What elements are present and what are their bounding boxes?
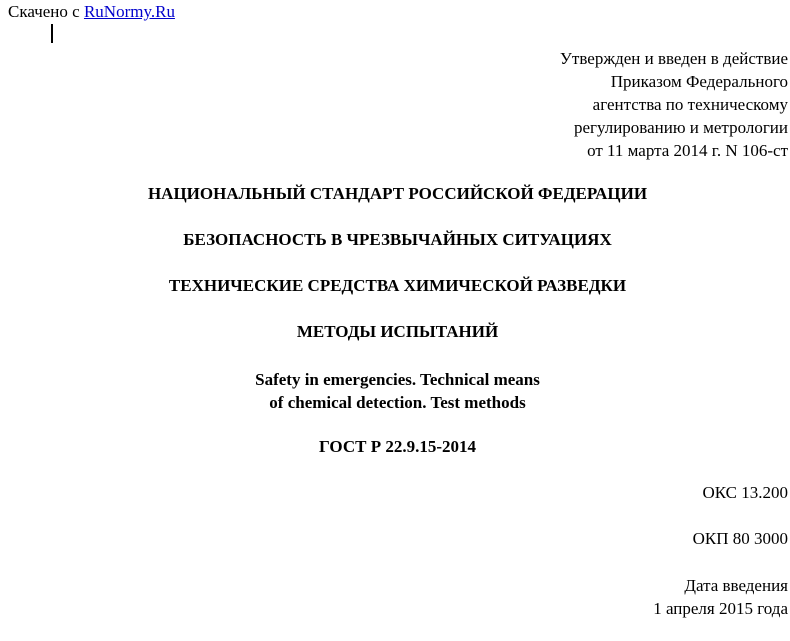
runormy-link[interactable]: RuNormy.Ru bbox=[83, 2, 175, 21]
english-title bbox=[0, 368, 790, 414]
english-title-line: Safety in emergencies. Technical means bbox=[255, 370, 540, 389]
approval-line: от 11 марта 2014 г. N 106-ст bbox=[587, 141, 788, 160]
approval-block bbox=[560, 47, 788, 162]
approval-line: Приказом Федерального bbox=[610, 72, 788, 91]
approval-line: Утвержден и введен в действие bbox=[559, 49, 788, 68]
standard-designation: ГОСТ Р 22.9.15-2014 bbox=[319, 437, 476, 456]
source-line bbox=[8, 2, 175, 22]
english-title-line: of chemical detection. Test methods bbox=[269, 393, 526, 412]
technical-means-title: ТЕХНИЧЕСКИЕ СРЕДСТВА ХИМИЧЕСКОЙ РАЗВЕДКИ bbox=[168, 276, 627, 295]
okp-code: ОКП 80 3000 bbox=[692, 529, 788, 548]
source-prefix: Скачено с bbox=[8, 2, 84, 21]
test-methods-title: МЕТОДЫ ИСПЫТАНИЙ bbox=[296, 322, 499, 341]
introduction-label: Дата введения bbox=[684, 576, 788, 595]
approval-line: регулированию и метрологии bbox=[573, 118, 788, 137]
oks-code: ОКС 13.200 bbox=[702, 483, 788, 502]
approval-line: агентства по техническому bbox=[592, 95, 788, 114]
national-standard-title: НАЦИОНАЛЬНЫЙ СТАНДАРТ РОССИЙСКОЙ ФЕДЕРАЦИИ bbox=[147, 184, 648, 203]
safety-title: БЕЗОПАСНОСТЬ В ЧРЕЗВЫЧАЙНЫХ СИТУАЦИЯХ bbox=[183, 230, 612, 249]
text-cursor bbox=[51, 24, 53, 43]
introduction-date-block bbox=[653, 574, 788, 620]
introduction-date: 1 апреля 2015 года bbox=[653, 599, 788, 618]
